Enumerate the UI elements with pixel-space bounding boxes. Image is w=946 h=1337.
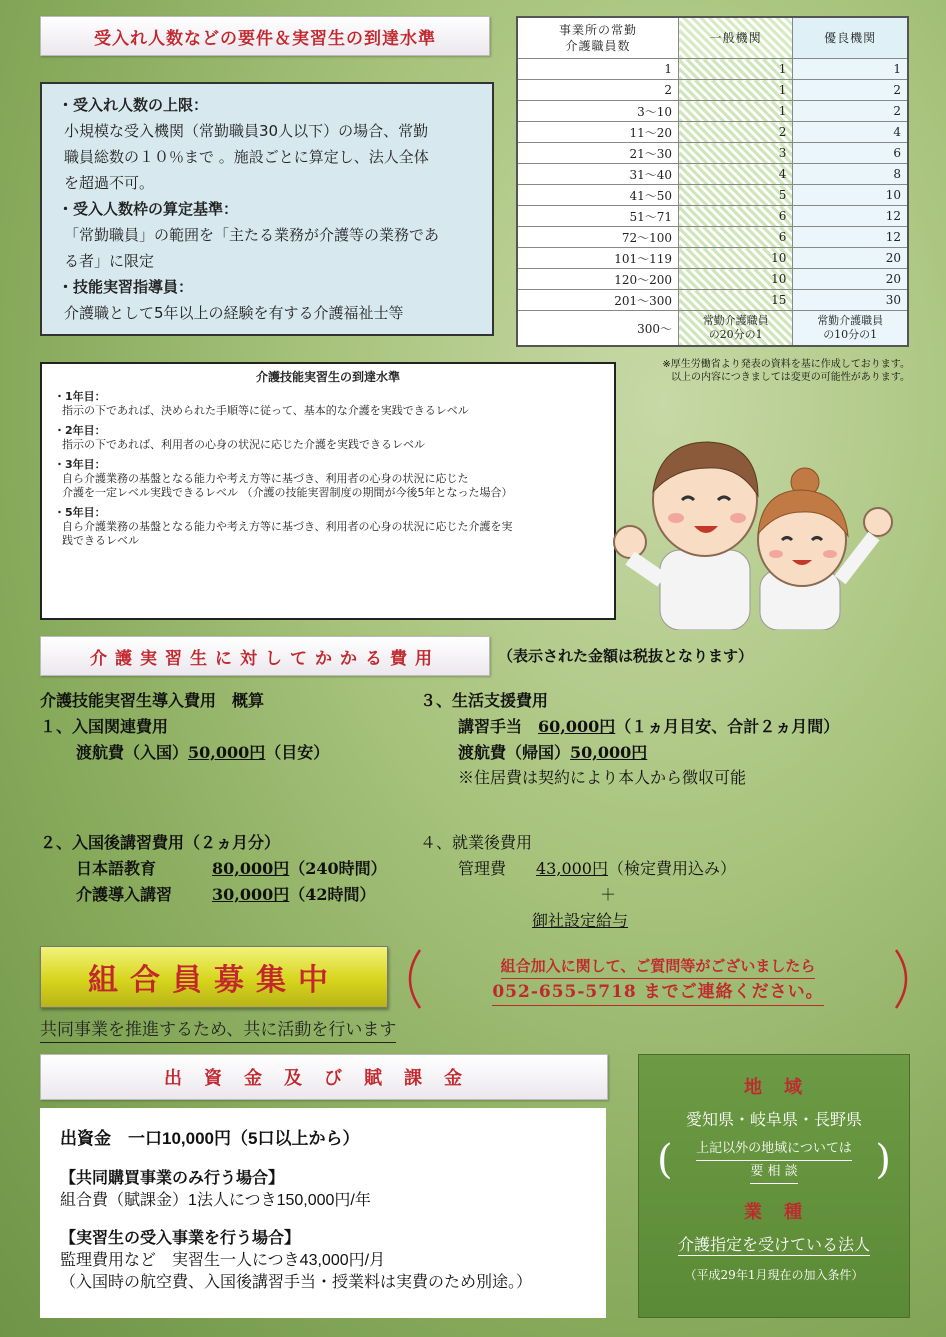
table-row bbox=[517, 143, 908, 164]
table-note-line: ※厚生労働省より発表の資料を基に作成しております。 bbox=[662, 359, 910, 370]
table-row bbox=[517, 185, 908, 206]
table-row bbox=[517, 164, 908, 185]
excellent-cell: 20 bbox=[793, 269, 908, 290]
level-desc: 自ら介護業務の基盤となる能力や考え方等に基づき、利用者の心身の状況に応じた介護を実 践できるレベル bbox=[62, 520, 513, 547]
capital-amount: 出資金 一口10,000円（5口以上から） bbox=[60, 1129, 360, 1148]
cost-line bbox=[40, 856, 440, 882]
tax-note: （表示された金額は税抜となります） bbox=[498, 647, 754, 665]
cost-label: 日本語教育 bbox=[76, 859, 157, 878]
staff-count-cell: 120～200 bbox=[517, 269, 679, 290]
general-cell: 1 bbox=[679, 101, 793, 122]
level-item bbox=[54, 458, 602, 500]
costs-intro: 介護技能実習生導入費用 概算 bbox=[40, 691, 265, 710]
cost-salary: 御社設定給与 bbox=[532, 911, 629, 930]
male-caregiver-figure bbox=[614, 442, 758, 630]
cost-line bbox=[40, 740, 420, 766]
req-item bbox=[58, 196, 478, 274]
level-year: ・3年目： bbox=[54, 458, 106, 471]
staff-count-cell: 1 bbox=[517, 59, 679, 80]
req-line: る者」に限定 bbox=[64, 252, 155, 270]
general-cell: 4 bbox=[679, 164, 793, 185]
staff-table-body bbox=[517, 59, 908, 347]
staff-count-cell: 11～20 bbox=[517, 122, 679, 143]
staff-count-cell: 41～50 bbox=[517, 185, 679, 206]
area-note-bracket-right: ) bbox=[875, 1137, 891, 1183]
cost-line bbox=[420, 740, 930, 766]
table-row bbox=[517, 206, 908, 227]
cost-amount: 80,000円 bbox=[212, 859, 290, 878]
table-header-row bbox=[517, 17, 908, 59]
staff-count-cell: 72～100 bbox=[517, 227, 679, 248]
staff-ratio-table bbox=[516, 16, 909, 347]
contact-phone-line[interactable]: 052-655-5718 までご連絡ください。 bbox=[492, 979, 823, 1006]
cost-label: 管理費 bbox=[458, 859, 507, 878]
level-desc: 指示の下であれば、決められた手順等に従って、基本的な介護を実践できるレベル bbox=[62, 404, 469, 417]
general-cell: 常勤介護職員 の20分の1 bbox=[679, 311, 793, 347]
level-desc: 指示の下であれば、利用者の心身の状況に応じた介護を実践できるレベル bbox=[62, 438, 425, 451]
req-line: 職員総数の１０％まで 。施設ごとに算定し、法人全体 bbox=[64, 148, 429, 166]
area-note bbox=[657, 1138, 891, 1184]
costs-left-column-2 bbox=[40, 830, 440, 908]
payment-box bbox=[40, 1108, 606, 1318]
general-cell: 1 bbox=[679, 59, 793, 80]
excellent-cell: 10 bbox=[793, 185, 908, 206]
general-cell: 2 bbox=[679, 122, 793, 143]
level-item bbox=[54, 506, 602, 548]
general-cell: 10 bbox=[679, 269, 793, 290]
staff-count-cell: 51～71 bbox=[517, 206, 679, 227]
area-note-bracket-left: ( bbox=[657, 1137, 673, 1183]
level-desc: 自ら介護業務の基盤となる能力や考え方等に基づき、利用者の心身の状況に応じた 介護を一定レベル実践できるレベル （介護の技能実習制度の期間が今後5年となった場合） bbox=[62, 472, 513, 499]
cost-section-title: ２、入国後講習費用（２ヵ月分） bbox=[40, 833, 281, 852]
table-row bbox=[517, 227, 908, 248]
levels-title: 介護技能実習生の到達水準 bbox=[255, 370, 400, 384]
cost-suffix: （42時間） bbox=[289, 885, 376, 904]
case2-line: 監理費用など 実習生一人につき43,000円/月 bbox=[60, 1252, 386, 1269]
level-year: ・2年目： bbox=[54, 424, 106, 437]
excellent-cell: 常勤介護職員 の10分の1 bbox=[793, 311, 908, 347]
case2-line: （入国時の航空費、入国後講習手当・授業料は実費のため別途。） bbox=[60, 1274, 533, 1291]
area-note-line: 要 相 談 bbox=[750, 1161, 797, 1184]
level-item bbox=[54, 424, 602, 452]
excellent-cell: 12 bbox=[793, 227, 908, 248]
recruit-banner: 組合員募集中 bbox=[40, 946, 388, 1008]
requirements-banner: 受入れ人数などの要件＆実習生の到達水準 bbox=[40, 16, 490, 56]
staff-count-cell: 101～119 bbox=[517, 248, 679, 269]
req-heading: ・受入れ人数の上限： bbox=[58, 96, 209, 114]
cost-suffix: （目安） bbox=[265, 743, 330, 762]
cost-section-title: ３、生活支援費用 bbox=[420, 691, 549, 710]
requirements-box bbox=[40, 82, 494, 336]
cost-note: ※住居費は契約により本人から徴収可能 bbox=[458, 770, 747, 787]
general-cell: 1 bbox=[679, 80, 793, 101]
cost-label: 介護導入講習 bbox=[76, 885, 173, 904]
excellent-cell: 6 bbox=[793, 143, 908, 164]
cost-label: 渡航費（入国） bbox=[76, 743, 189, 762]
cost-amount: 50,000円 bbox=[570, 743, 648, 762]
req-line: を超過不可。 bbox=[64, 174, 155, 192]
staff-count-cell: 31～40 bbox=[517, 164, 679, 185]
general-cell: 6 bbox=[679, 227, 793, 248]
costs-banner: 介護実習生に対してかかる費用 bbox=[40, 636, 490, 676]
general-cell: 10 bbox=[679, 248, 793, 269]
req-heading: ・受入人数枠の算定基準： bbox=[58, 200, 239, 218]
cost-amount: 43,000円 bbox=[536, 859, 608, 878]
table-note-line: 以上の内容につきましては変更の可能性があります。 bbox=[671, 372, 910, 383]
area-title: 地 域 bbox=[744, 1077, 804, 1098]
header-excellent: 優良機関 bbox=[793, 17, 908, 59]
area-note-line: 上記以外の地域については bbox=[696, 1138, 852, 1161]
req-heading: ・技能実習指導員： bbox=[58, 278, 194, 296]
costs-left-column bbox=[40, 688, 420, 766]
staff-count-cell: 2 bbox=[517, 80, 679, 101]
costs-right-column-2 bbox=[420, 830, 930, 934]
levels-box bbox=[40, 362, 616, 620]
req-line: 介護職として5年以上の経験を有する介護福祉士等 bbox=[64, 304, 404, 322]
excellent-cell: 2 bbox=[793, 101, 908, 122]
industry-value: 介護指定を受けている法人 bbox=[678, 1232, 870, 1256]
table-row bbox=[517, 59, 908, 80]
cost-plus: ＋ bbox=[600, 885, 617, 904]
area-value: 愛知県・岐阜県・長野県 bbox=[685, 1110, 862, 1129]
cost-suffix: （240時間） bbox=[289, 859, 387, 878]
cost-section-title: １、入国関連費用 bbox=[40, 717, 169, 736]
cost-line bbox=[40, 882, 440, 908]
cost-line bbox=[420, 714, 930, 740]
req-item bbox=[58, 92, 478, 196]
cost-suffix: （検定費用込み） bbox=[608, 859, 737, 878]
staff-count-cell: 201～300 bbox=[517, 290, 679, 311]
table-row bbox=[517, 248, 908, 269]
excellent-cell: 30 bbox=[793, 290, 908, 311]
excellent-cell: 2 bbox=[793, 80, 908, 101]
level-year: ・1年目： bbox=[54, 390, 106, 403]
membership-condition: （平成29年1月現在の加入条件） bbox=[684, 1268, 864, 1282]
case1-line: 組合費（賦課金）1法人につき150,000円/年 bbox=[60, 1192, 371, 1209]
case1-title: 【共同購買事業のみ行う場合】 bbox=[60, 1170, 285, 1187]
cost-section-title: ４、就業後費用 bbox=[420, 833, 533, 852]
level-year: ・5年目： bbox=[54, 506, 106, 519]
excellent-cell: 8 bbox=[793, 164, 908, 185]
excellent-cell: 1 bbox=[793, 59, 908, 80]
level-item bbox=[54, 390, 602, 418]
cost-amount: 30,000円 bbox=[212, 885, 290, 904]
costs-right-column bbox=[420, 688, 930, 792]
recruit-tagline: 共同事業を推進するため、共に活動を行います bbox=[40, 1018, 396, 1043]
contact-block bbox=[420, 954, 896, 1006]
cost-suffix: （１ヵ月目安、合計２ヵ月間） bbox=[615, 717, 840, 736]
req-line: 小規模な受入機関（常勤職員30人以下）の場合、常勤 bbox=[64, 122, 429, 140]
industry-title: 業 種 bbox=[744, 1202, 804, 1223]
staff-count-cell: 3～10 bbox=[517, 101, 679, 122]
general-cell: 5 bbox=[679, 185, 793, 206]
table-row bbox=[517, 80, 908, 101]
excellent-cell: 20 bbox=[793, 248, 908, 269]
header-staff-count: 事業所の常勤 介護職員数 bbox=[517, 17, 679, 59]
header-general: 一般機関 bbox=[679, 17, 793, 59]
membership-box bbox=[638, 1054, 910, 1318]
cost-amount: 50,000円 bbox=[188, 743, 266, 762]
req-line: 「常勤職員」の範囲を「主たる業務が介護等の業務であ bbox=[64, 226, 440, 244]
cost-line bbox=[420, 856, 930, 882]
table-row bbox=[517, 269, 908, 290]
cost-label: 渡航費（帰国） bbox=[458, 743, 571, 762]
payment-banner: 出資金及び賦課金 bbox=[40, 1054, 608, 1100]
staff-count-cell: 21～30 bbox=[517, 143, 679, 164]
general-cell: 6 bbox=[679, 206, 793, 227]
general-cell: 15 bbox=[679, 290, 793, 311]
excellent-cell: 12 bbox=[793, 206, 908, 227]
req-item bbox=[58, 274, 478, 326]
female-caregiver-figure bbox=[758, 468, 892, 630]
table-row bbox=[517, 122, 908, 143]
table-row bbox=[517, 290, 908, 311]
contact-line1: 組合加入に関して、ご質問等がございましたら bbox=[501, 954, 816, 979]
staff-count-cell: 300～ bbox=[517, 311, 679, 347]
table-row bbox=[517, 101, 908, 122]
general-cell: 3 bbox=[679, 143, 793, 164]
caregivers-illustration bbox=[590, 430, 920, 630]
table-row bbox=[517, 311, 908, 347]
case2-title: 【実習生の受入事業を行う場合】 bbox=[60, 1230, 301, 1247]
cost-amount: 60,000円 bbox=[538, 717, 616, 736]
cost-label: 講習手当 bbox=[458, 717, 523, 736]
excellent-cell: 4 bbox=[793, 122, 908, 143]
